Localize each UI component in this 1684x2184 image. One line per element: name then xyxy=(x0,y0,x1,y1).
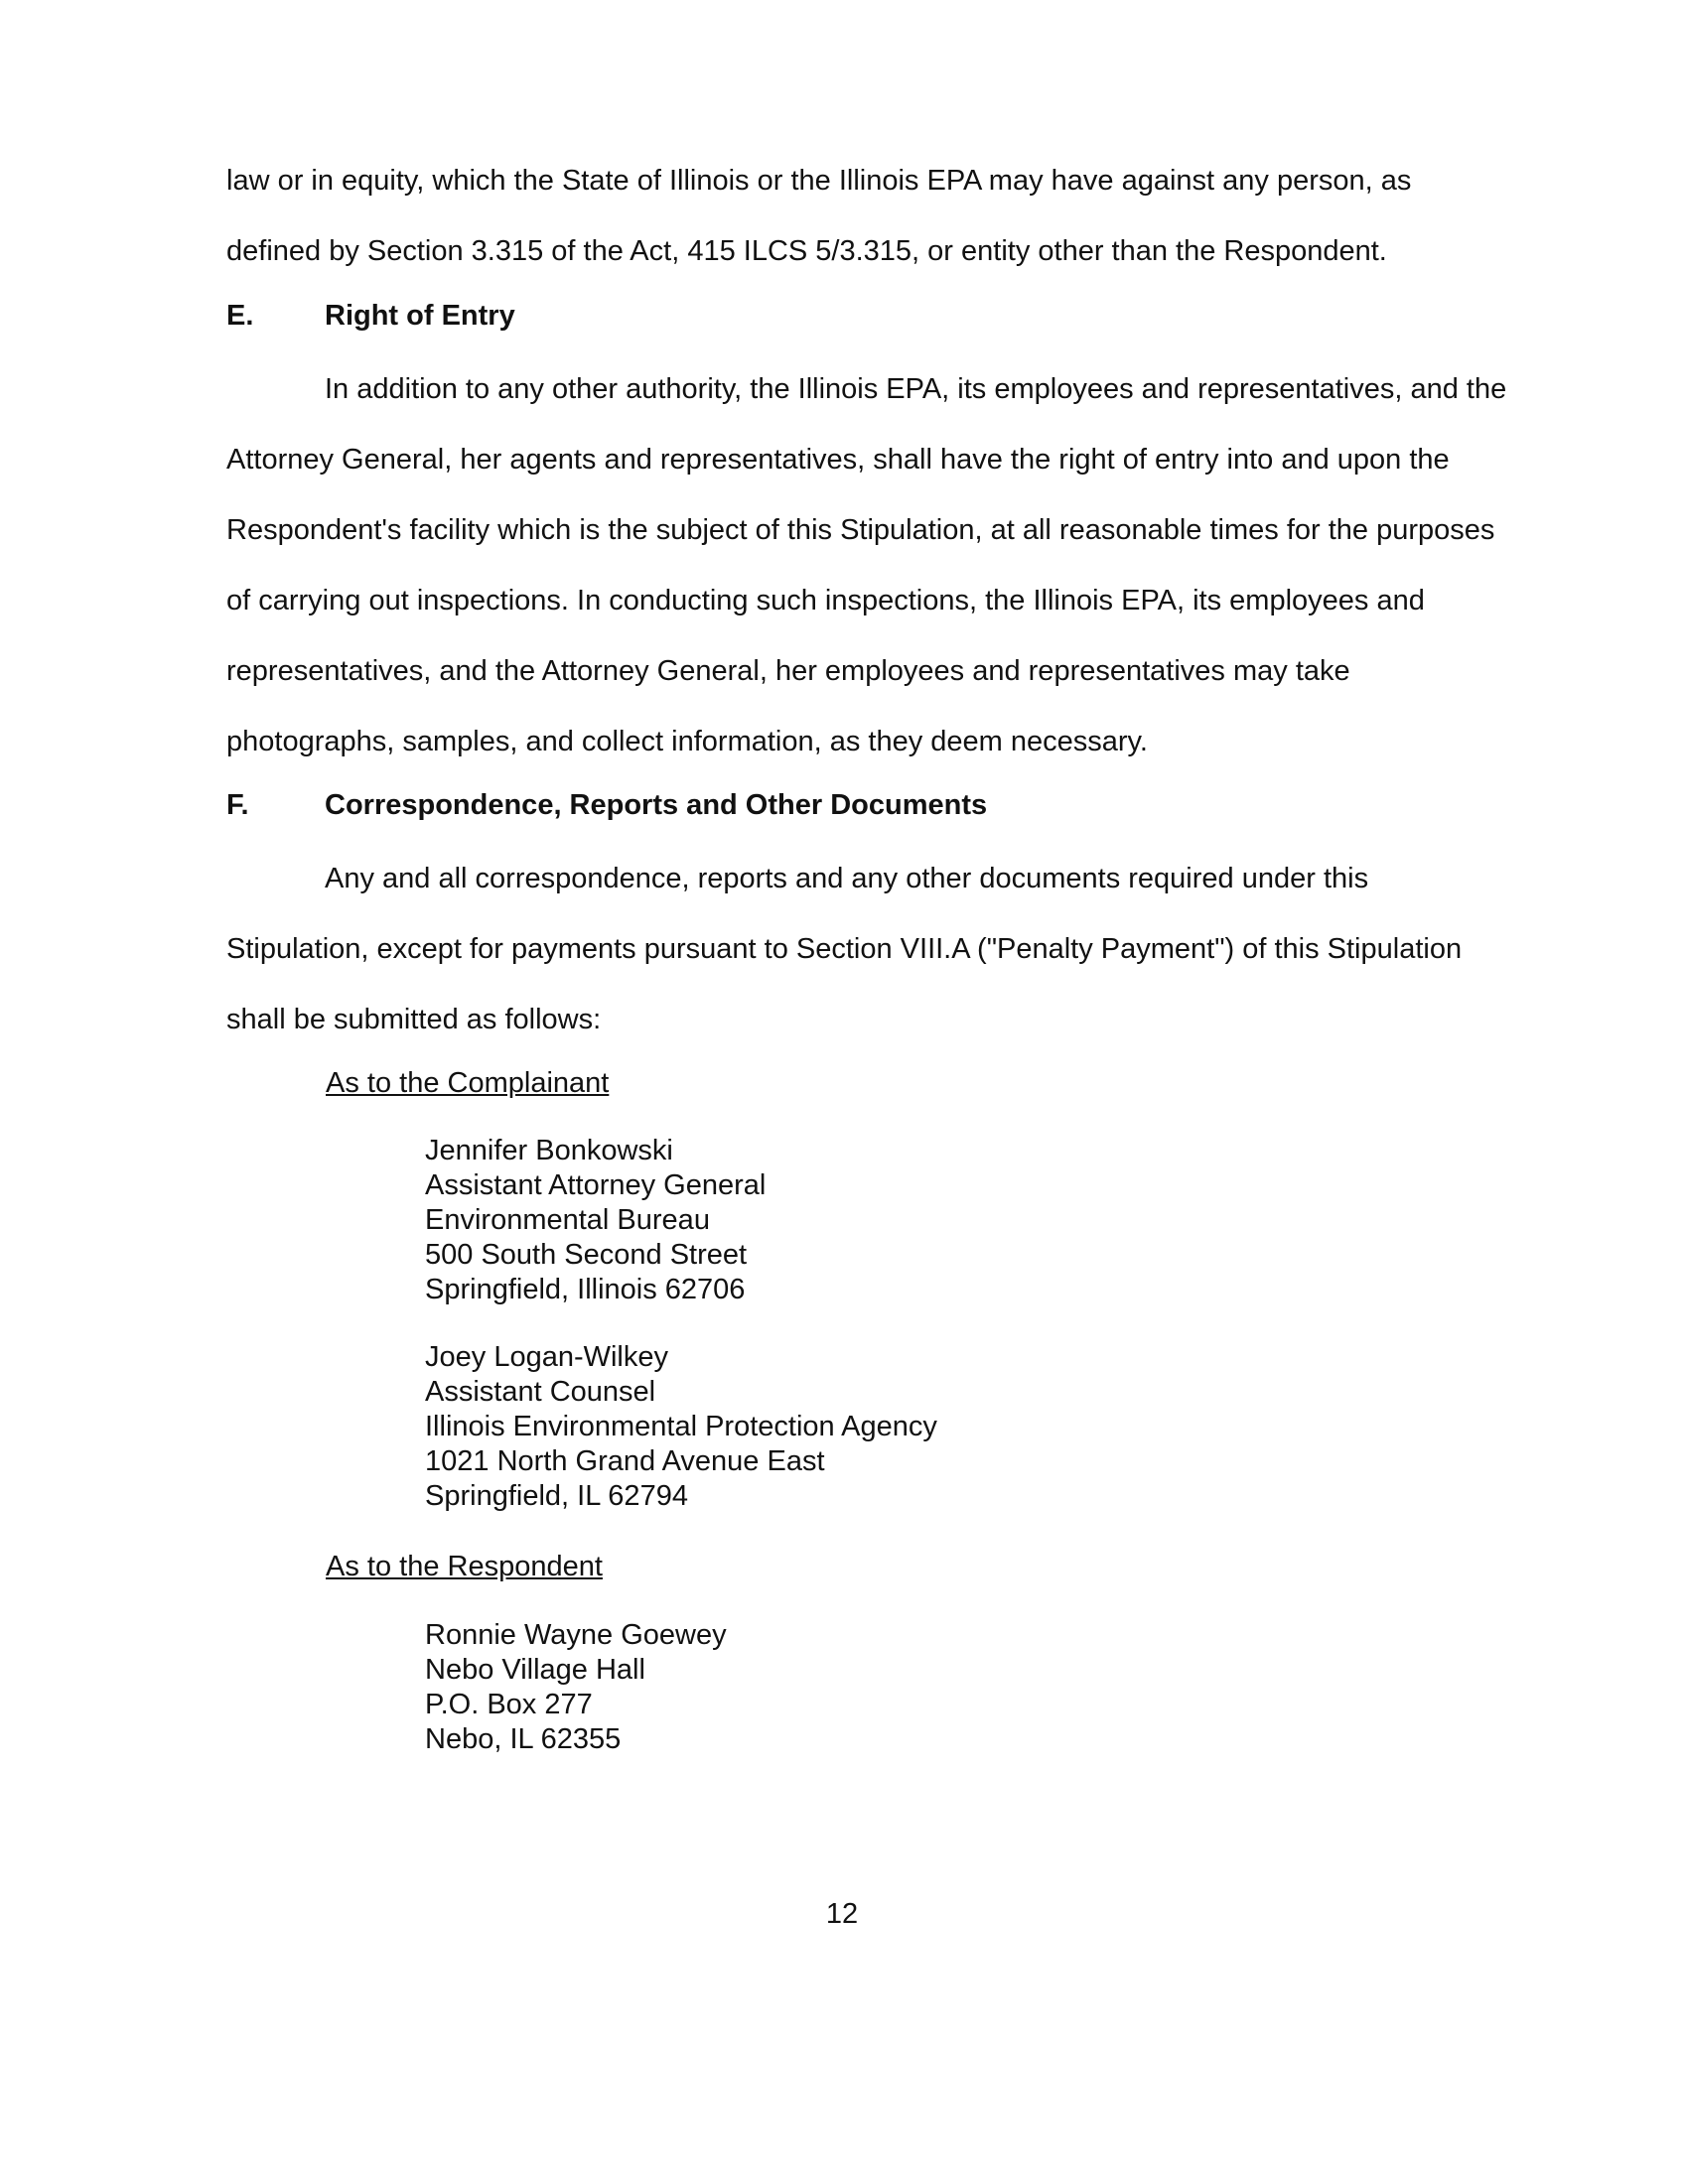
contact-org: Environmental Bureau xyxy=(425,1204,710,1236)
page-number: 12 xyxy=(825,1898,859,1930)
complainant-contact-2 xyxy=(425,1340,937,1514)
contact-street: 1021 North Grand Avenue East xyxy=(425,1445,825,1477)
contact-street: 500 South Second Street xyxy=(425,1239,748,1271)
intro-paragraph: law or in equity, which the State of Illinois or the Illinois EPA may have against any person, as defined by Section 3.315 of the Act, 415 ILCS 5/3.315, or entity other than the Respondent. xyxy=(226,165,1412,267)
section-e-paragraph: In addition to any other authority, the Illinois EPA, its employees and representatives, and the Attorney General, her agents and representatives, shall have the right of entry into and upon the Respondent's facility which is the subject of this Stipulation, at all reasonable times for the purposes of carrying out inspections. In conducting such inspections, the Illinois EPA, its employees and representatives, and the Attorney General, her employees and representatives may take photographs, samples, and collect information, as they deem necessary. xyxy=(226,373,1507,757)
respondent-label: As to the Respondent xyxy=(326,1551,603,1582)
contact-title: Assistant Counsel xyxy=(425,1376,656,1408)
contact-name: Jennifer Bonkowski xyxy=(425,1135,673,1166)
contact-org: Illinois Environmental Protection Agency xyxy=(425,1411,937,1442)
section-f-paragraph: Any and all correspondence, reports and any other documents required under this Stipulation, except for payments pursuant to Section VIII.A ("Penalty Payment") of this Stipulation shall be submitted as follows: xyxy=(226,863,1463,1035)
complainant-label: As to the Complainant xyxy=(326,1067,610,1099)
contact-street: P.O. Box 277 xyxy=(425,1689,593,1720)
complainant-contact-1 xyxy=(425,1134,766,1307)
contact-title: Assistant Attorney General xyxy=(425,1169,767,1201)
section-f-title: Correspondence, Reports and Other Documents xyxy=(325,789,988,821)
section-e-heading xyxy=(226,300,515,333)
section-e-letter: E. xyxy=(226,300,254,332)
contact-city: Nebo, IL 62355 xyxy=(425,1723,622,1755)
contact-name: Joey Logan-Wilkey xyxy=(425,1341,668,1373)
section-f-letter: F. xyxy=(226,789,249,821)
contact-city: Springfield, IL 62794 xyxy=(425,1480,688,1512)
section-e-title: Right of Entry xyxy=(325,300,515,332)
section-f-heading xyxy=(226,789,987,822)
respondent-contact xyxy=(425,1618,727,1757)
contact-name: Ronnie Wayne Goewey xyxy=(425,1619,727,1651)
contact-org: Nebo Village Hall xyxy=(425,1654,645,1686)
contact-city: Springfield, Illinois 62706 xyxy=(425,1274,746,1305)
